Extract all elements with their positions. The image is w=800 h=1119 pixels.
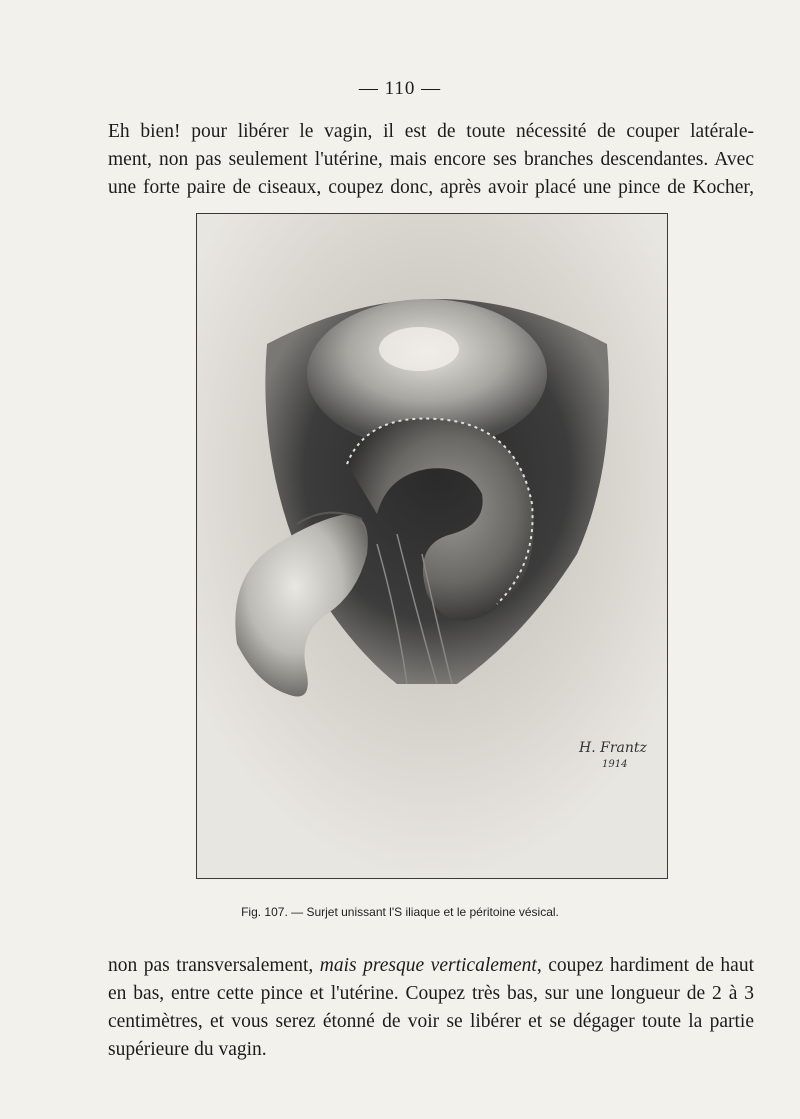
top-paragraph-line: ment, non pas seulement l'utérine, mais encore ses branches descendantes. Avec bbox=[108, 149, 754, 170]
illustration-drawing bbox=[197, 214, 668, 879]
top-paragraph-line: Eh bien! pour libérer le vagin, il est de toute nécessité de couper latérale- bbox=[108, 121, 754, 142]
bottom-paragraph-text: , coupez hardiment de haut en bas, entre cette pince et l'utérine. Coupez très bas, sur une longueur de 2 à 3 centimètres, et vous serez étonné de voir se libérer et se dégager toute la partie supérieure du vagin. bbox=[108, 955, 755, 1060]
bottom-paragraph-text: non pas transversalement, bbox=[108, 955, 320, 976]
surgical-illustration bbox=[196, 213, 668, 879]
top-paragraph-line: une forte paire de ciseaux, coupez donc, après avoir placé une pince de Kocher, bbox=[108, 177, 754, 198]
signature-year: 1914 bbox=[602, 759, 628, 770]
bottom-paragraph-italic: mais presque verticalement bbox=[319, 955, 537, 976]
bottom-paragraph bbox=[108, 952, 754, 1064]
signature-name: H. Frantz bbox=[579, 740, 647, 756]
figure-caption: Fig. 107. — Surjet unissant l'S iliaque et le péritoine vésical. bbox=[241, 905, 559, 919]
page-number: — 110 — bbox=[358, 78, 442, 99]
top-paragraph bbox=[108, 118, 754, 202]
